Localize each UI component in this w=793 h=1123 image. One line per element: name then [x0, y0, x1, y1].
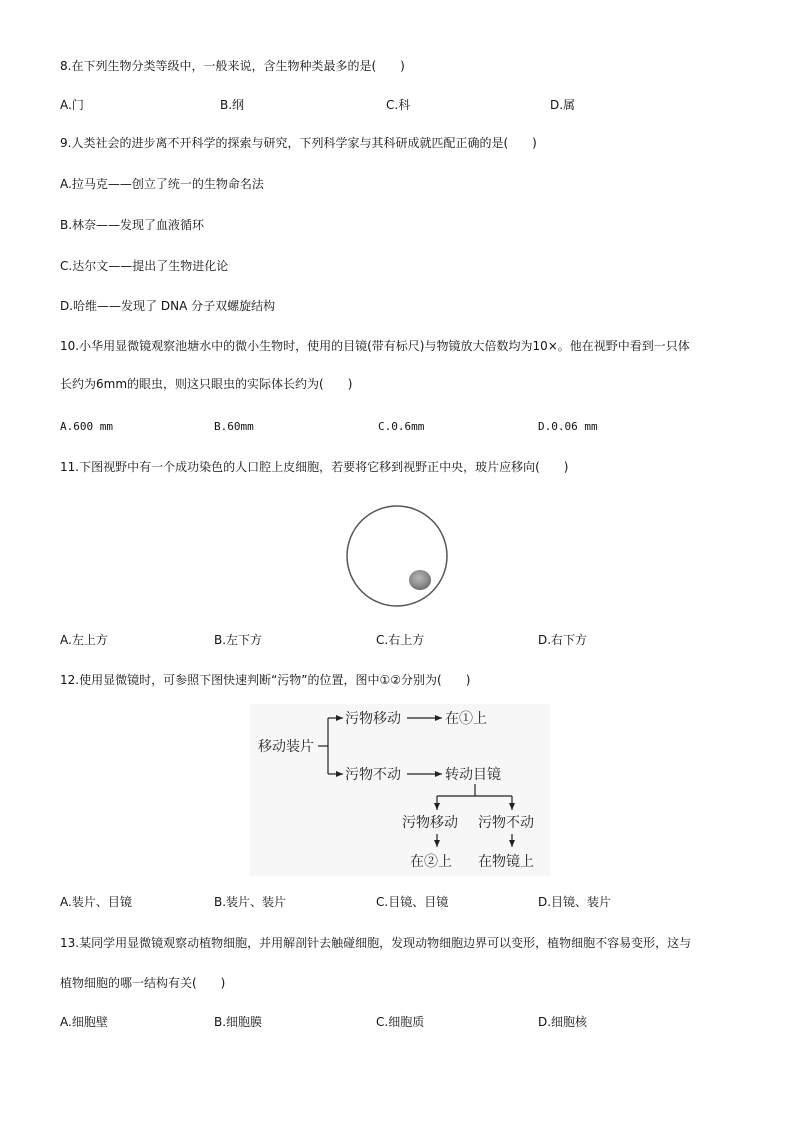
q10-stem-line2: 长约为6mm的眼虫，则这只眼虫的实际体长约为( ) [60, 377, 353, 391]
q9-option-c: C.达尔文——提出了生物进化论 [60, 259, 229, 273]
dirt-location-flowchart [250, 704, 550, 876]
q11-stem: 11.下图视野中有一个成功染色的人口腔上皮细胞，若要将它移到视野正中央，玻片应移向( ) [60, 460, 569, 474]
q11-option-d: D.右下方 [538, 633, 588, 647]
q13-stem-line2: 植物细胞的哪一结构有关( ) [60, 976, 226, 990]
q11-option-a: A.左上方 [60, 633, 108, 647]
q12-option-c: C.目镜、目镜 [376, 895, 449, 909]
flow-dirt-still-2: 污物不动 [478, 815, 534, 831]
q12-option-b: B.装片、装片 [214, 895, 287, 909]
stained-cell [409, 570, 431, 590]
q8-option-d: D.属 [550, 98, 576, 112]
q10-stem-line1: 10.小华用显微镜观察池塘水中的微小生物时，使用的目镜(带有标尺)与物镜放大倍数均为10×。他在视野中看到一只体 [60, 339, 690, 353]
q12-option-d: D.目镜、装片 [538, 895, 612, 909]
q11-option-c: C.右上方 [376, 633, 425, 647]
q13-option-b: B.细胞膜 [214, 1015, 263, 1029]
q9-option-d: D.哈维——发现了 DNA 分子双螺旋结构 [60, 299, 276, 313]
q13-stem-line1: 13.某同学用显微镜观察动植物细胞，并用解剖针去触碰细胞，发现动物细胞边界可以变形，植物细胞不容易变形，这与 [60, 936, 692, 950]
q13-option-c: C.细胞质 [376, 1015, 425, 1029]
q9-option-a: A.拉马克——创立了统一的生物命名法 [60, 177, 264, 191]
microscope-field-of-view [340, 500, 460, 614]
q9-stem: 9.人类社会的进步离不开科学的探索与研究，下列科学家与其科研成就匹配正确的是( ) [60, 136, 537, 150]
q8-option-c: C.科 [386, 98, 411, 112]
field-circle [347, 506, 447, 606]
q10-option-a: A.600 mm [60, 420, 113, 433]
q12-option-a: A.装片、目镜 [60, 895, 132, 909]
q8-stem: 8.在下列生物分类等级中，一般来说，含生物种类最多的是( ) [60, 59, 405, 73]
q13-option-d: D.细胞核 [538, 1015, 588, 1029]
flow-on-objective: 在物镜上 [478, 854, 534, 870]
flow-on-2: 在②上 [410, 854, 452, 870]
q8-option-a: A.门 [60, 98, 84, 112]
q11-option-b: B.左下方 [214, 633, 263, 647]
q10-option-d: D.0.06 mm [538, 420, 598, 433]
flow-dirt-moves-2: 污物移动 [402, 815, 458, 831]
q13-option-a: A.细胞壁 [60, 1015, 108, 1029]
q10-option-b: B.60mm [214, 420, 254, 433]
q9-option-b: B.林奈——发现了血液循环 [60, 218, 205, 232]
flow-dirt-still: 污物不动 [345, 767, 401, 783]
q12-stem: 12.使用显微镜时，可参照下图快速判断“污物”的位置，图中①②分别为( ) [60, 673, 471, 687]
flow-dirt-moves: 污物移动 [345, 711, 401, 727]
q8-option-b: B.纲 [220, 98, 245, 112]
flow-root: 移动装片 [258, 739, 314, 755]
flow-on-1: 在①上 [445, 711, 487, 727]
q10-option-c: C.0.6mm [378, 420, 425, 433]
flow-turn-eyepiece: 转动目镜 [445, 767, 501, 783]
